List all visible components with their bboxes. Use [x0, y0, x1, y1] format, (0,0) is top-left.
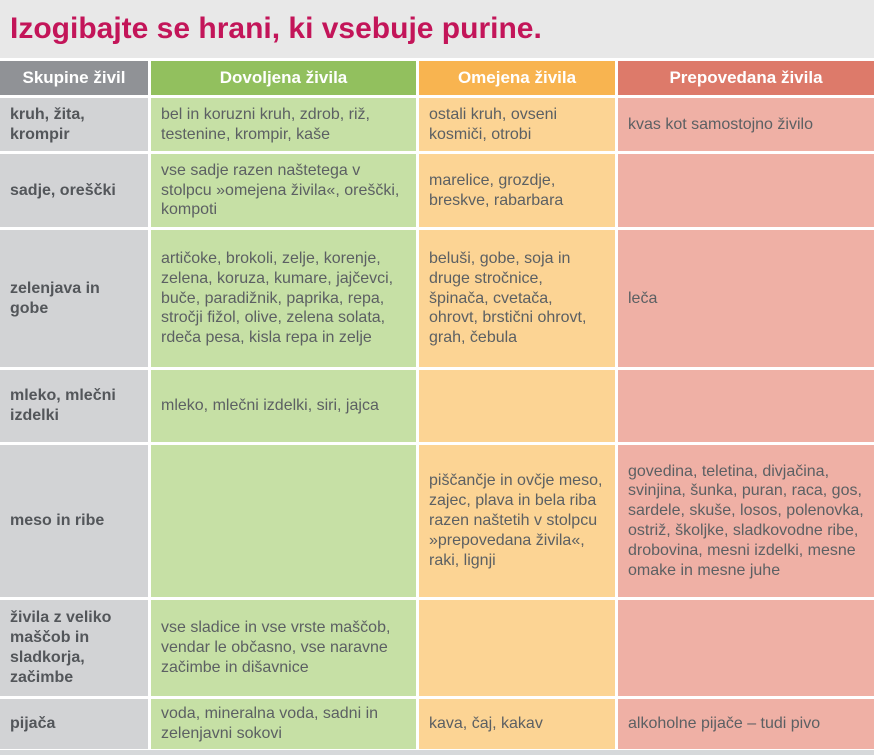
forbidden-foods-cell — [618, 370, 874, 442]
forbidden-foods-cell — [618, 154, 874, 227]
limited-foods-cell: piščančje in ovčje meso, zajec, plava in bela riba razen naštetih v stolpcu »prepovedana živila«, raki, lignji — [419, 445, 615, 597]
column-header-limited-foods: Omejena živila — [419, 61, 615, 95]
limited-foods-cell: beluši, gobe, soja in druge stročnice, špinača, cvetača, ohrovt, brstični ohrovt, grah, čebula — [419, 230, 615, 367]
allowed-foods-cell: bel in koruzni kruh, zdrob, riž, testenine, krompir, kaše — [151, 98, 416, 151]
forbidden-foods-cell: kvas kot samostojno živilo — [618, 98, 874, 151]
forbidden-foods-cell: govedina, teletina, divjačina, svinjina, šunka, puran, raca, gos, sardele, skuše, losos, polenovka, ostriž, školjke, sladkovodne ribe, drobovina, mesni izdelki, mesne omake in mesne juhe — [618, 445, 874, 597]
limited-foods-cell — [419, 370, 615, 442]
limited-foods-cell: ostali kruh, ovseni kosmiči, otrobi — [419, 98, 615, 151]
food-group-label: sadje, oreščki — [0, 154, 148, 227]
allowed-foods-cell: vse sladice in vse vrste maščob, vendar le občasno, vse naravne začimbe in dišavnice — [151, 600, 416, 696]
food-group-label: kruh, žita, krompir — [0, 98, 148, 151]
food-group-label: mleko, mlečni izdelki — [0, 370, 148, 442]
allowed-foods-cell: voda, mineralna voda, sadni in zelenjavni sokovi — [151, 699, 416, 749]
bottom-strip — [0, 750, 874, 755]
purine-food-table — [0, 61, 874, 749]
column-header-forbidden-foods: Prepovedana živila — [618, 61, 874, 95]
page-title: Izogibajte se hrani, ki vsebuje purine. — [10, 12, 542, 45]
limited-foods-cell — [419, 600, 615, 696]
title-bar — [0, 0, 874, 58]
forbidden-foods-cell — [618, 600, 874, 696]
food-group-label: meso in ribe — [0, 445, 148, 597]
food-group-label: pijača — [0, 699, 148, 749]
forbidden-foods-cell: leča — [618, 230, 874, 367]
limited-foods-cell: marelice, grozdje, breskve, rabarbara — [419, 154, 615, 227]
food-group-label: zelenjava in gobe — [0, 230, 148, 367]
allowed-foods-cell: vse sadje razen naštetega v stolpcu »omejena živila«, oreščki, kompoti — [151, 154, 416, 227]
column-header-allowed-foods: Dovoljena živila — [151, 61, 416, 95]
forbidden-foods-cell: alkoholne pijače – tudi pivo — [618, 699, 874, 749]
allowed-foods-cell: mleko, mlečni izdelki, siri, jajca — [151, 370, 416, 442]
allowed-foods-cell: artičoke, brokoli, zelje, korenje, zelena, koruza, kumare, jajčevci, buče, paradižnik, paprika, repa, stročji fižol, olive, zelena solata, rdeča pesa, kisla repa in zelje — [151, 230, 416, 367]
column-header-food-groups: Skupine živil — [0, 61, 148, 95]
food-group-label: živila z veliko maščob in sladkorja, začimbe — [0, 600, 148, 696]
limited-foods-cell: kava, čaj, kakav — [419, 699, 615, 749]
allowed-foods-cell — [151, 445, 416, 597]
